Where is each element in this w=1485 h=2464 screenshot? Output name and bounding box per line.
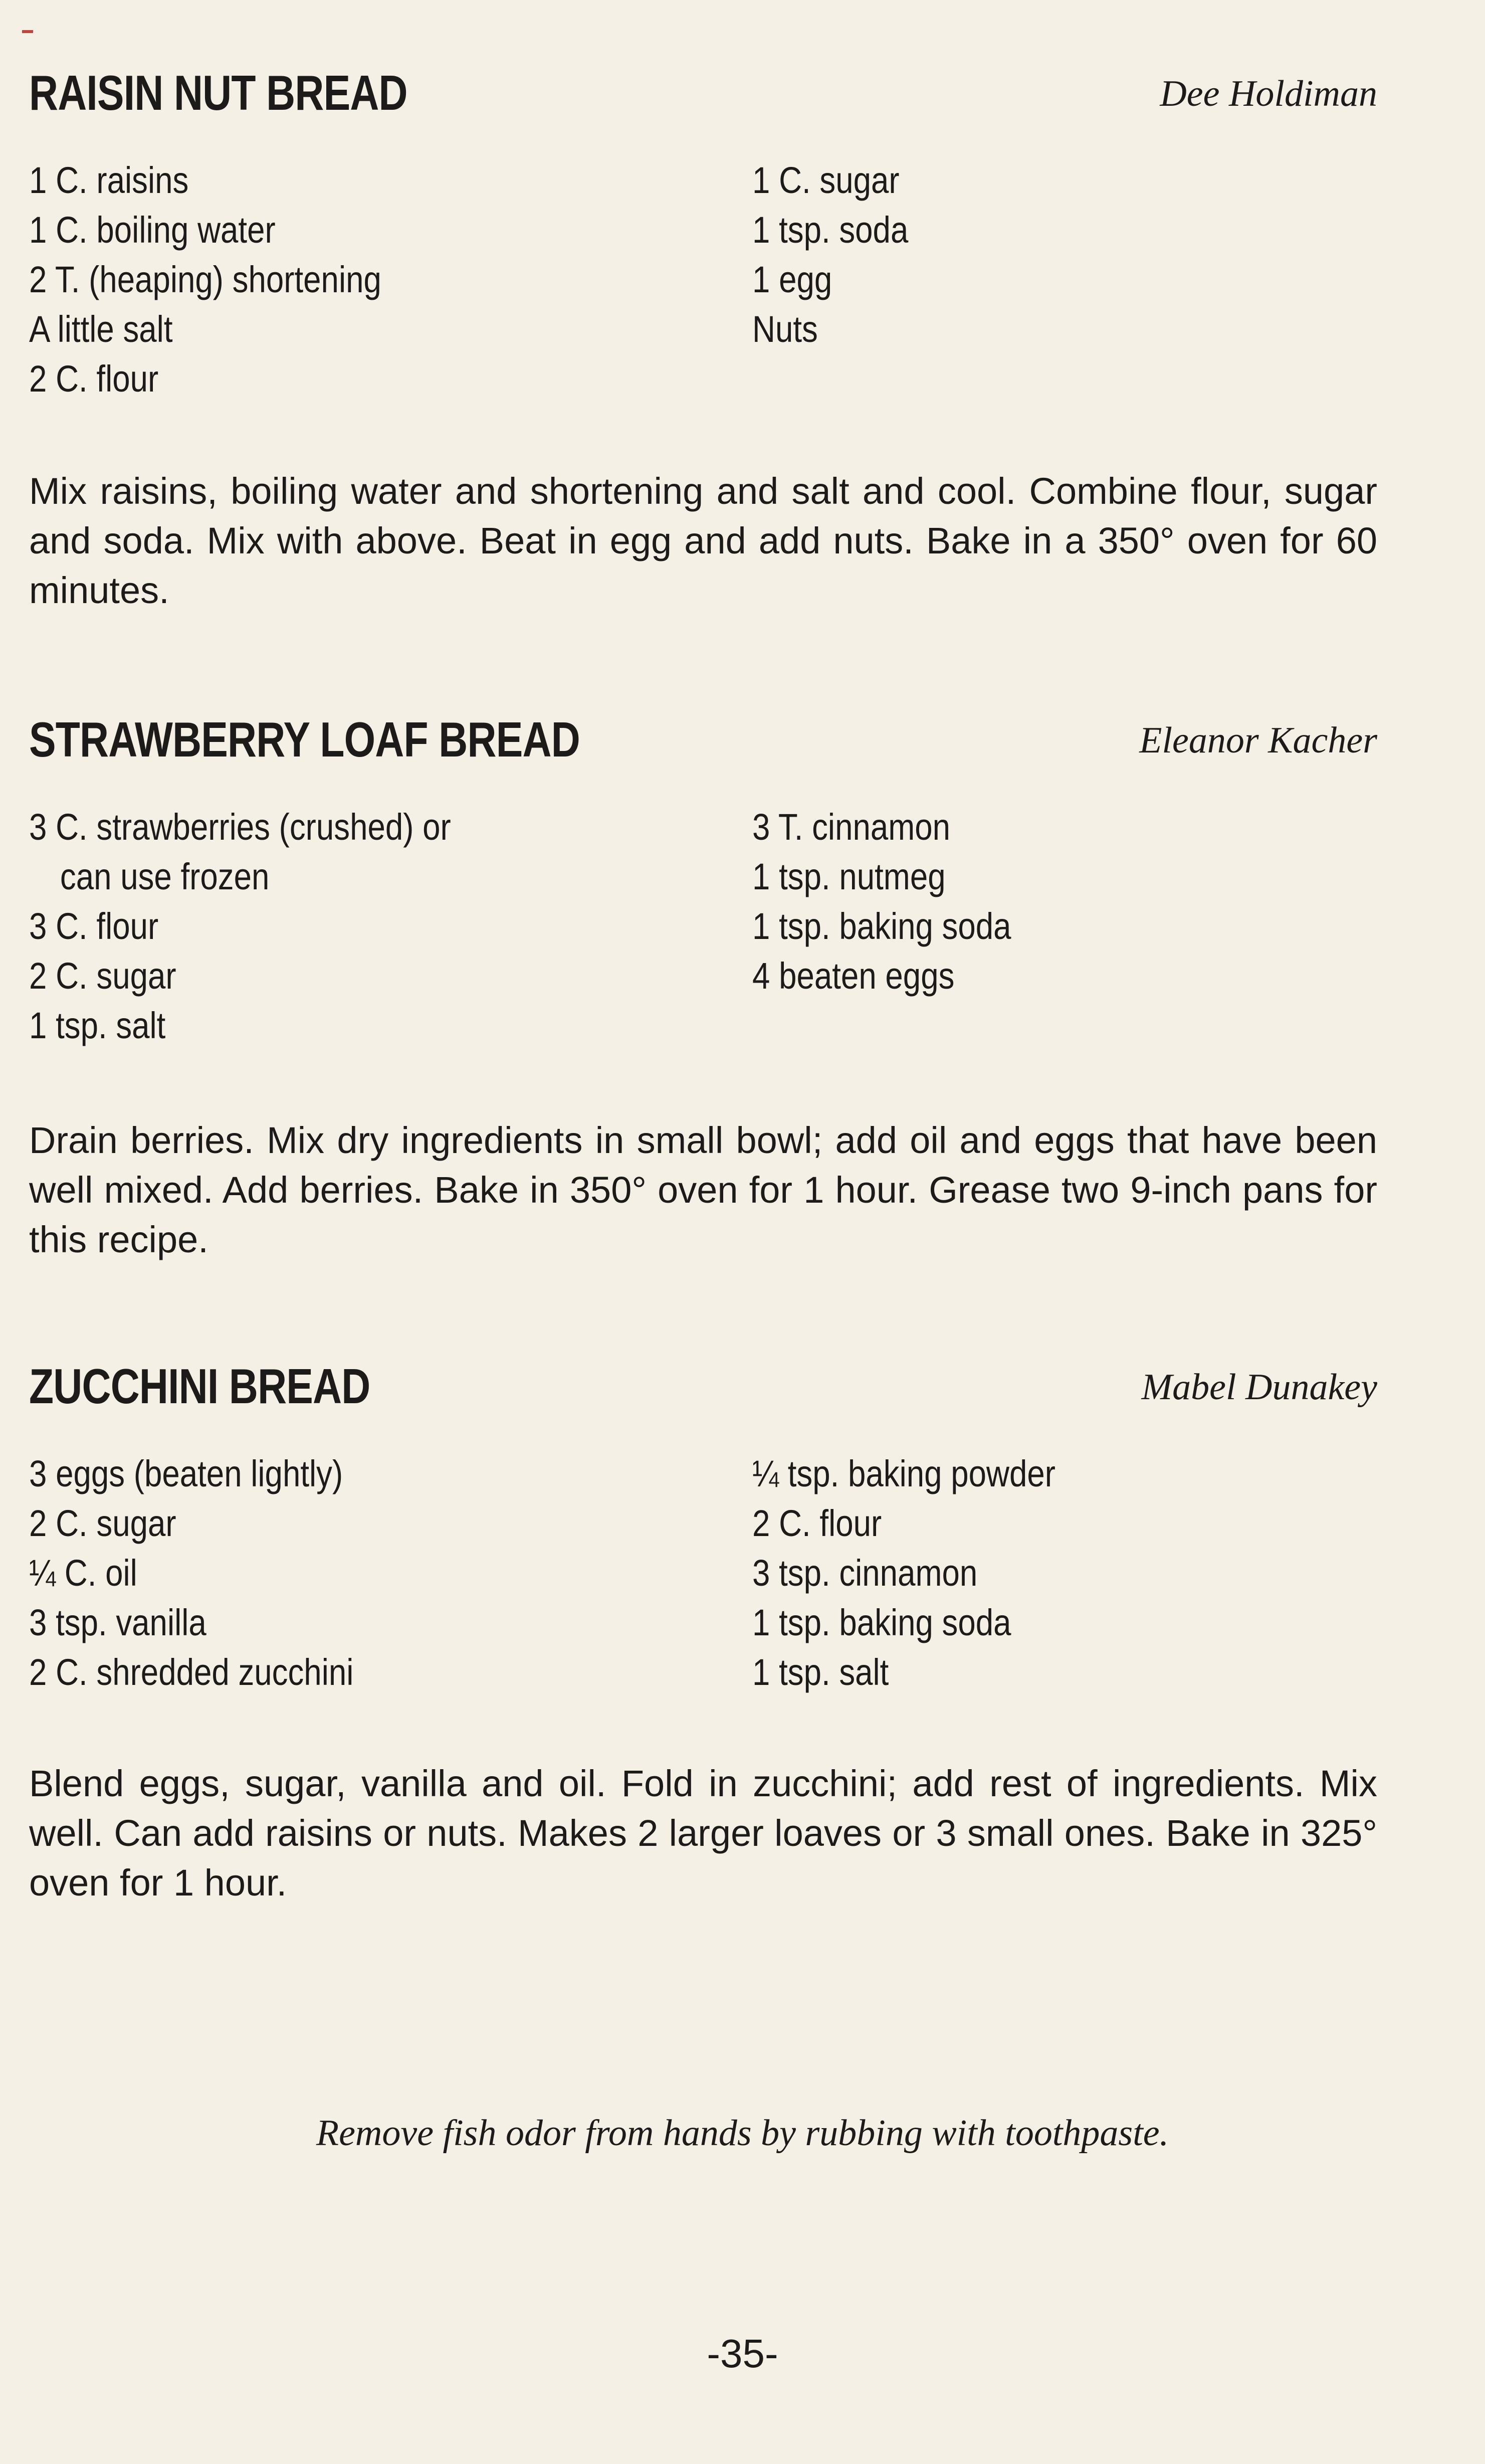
ingredient-item: 3 eggs (beaten lightly) — [29, 1453, 343, 1494]
ingredient-item: 1 tsp. baking soda — [752, 1602, 1011, 1643]
ingredient-column-left — [29, 1449, 406, 1697]
ingredient-list — [29, 1449, 1377, 1710]
ingredient-column-left — [29, 802, 520, 1050]
ingredient-item: 2 C. shredded zucchini — [29, 1651, 354, 1693]
recipe-author: Dee Holdiman — [1160, 73, 1377, 114]
ingredient-item: Nuts — [752, 308, 818, 350]
ingredient-item: 1 C. boiling water — [29, 209, 276, 251]
ingredient-item: 2 C. sugar — [29, 955, 176, 997]
ingredient-item: 1 tsp. nutmeg — [752, 856, 946, 897]
ingredient-item: 3 C. flour — [29, 905, 159, 947]
page-number: -35- — [707, 2331, 778, 2376]
ingredient-item: 2 C. flour — [752, 1502, 882, 1544]
ingredient-column-left — [29, 155, 439, 404]
ingredient-item: 2 T. (heaping) shortening — [29, 259, 381, 300]
ingredient-item: 3 tsp. cinnamon — [752, 1552, 978, 1594]
recipe-title: STRAWBERRY LOAF BREAD — [29, 712, 580, 767]
recipe-title: RAISIN NUT BREAD — [29, 65, 407, 120]
recipe-header — [29, 60, 1377, 135]
recipe-directions: Blend eggs, sugar, vanilla and oil. Fold in zucchini; add rest of ingredients. Mix well. Can add raisins or nuts. Makes 2 larger loaves or 3 small ones. Bake in 325° oven for 1 hour. — [29, 1763, 1377, 1904]
ingredient-item: 1 tsp. baking soda — [752, 905, 1011, 947]
ingredient-item: 1 egg — [752, 259, 832, 300]
recipe-author: Mabel Dunakey — [1141, 1367, 1377, 1408]
ingredient-item: 3 tsp. vanilla — [29, 1602, 206, 1643]
recipe-header — [29, 1354, 1377, 1429]
ingredient-item: 4 beaten eggs — [752, 955, 955, 997]
ingredient-item: 1 C. raisins — [29, 159, 189, 201]
ingredient-item: 1 tsp. soda — [752, 209, 909, 251]
ingredient-item: ¼ tsp. baking powder — [752, 1453, 1055, 1494]
ingredient-list — [29, 802, 1377, 1063]
ingredient-item: 1 tsp. salt — [29, 1005, 166, 1046]
recipe-directions: Drain berries. Mix dry ingredients in small bowl; add oil and eggs that have been well mixed. Add berries. Bake in 350° oven for 1 hour. Grease two 9-inch pans for this recipe. — [29, 1119, 1377, 1260]
ingredient-item: 1 tsp. salt — [752, 1651, 889, 1693]
ingredient-item: 3 T. cinnamon — [752, 806, 951, 848]
ingredient-list — [29, 155, 1377, 416]
recipe-zucchini-bread — [29, 1354, 1377, 1904]
household-tip: Remove fish odor from hands by rubbing with toothpaste. — [316, 2113, 1169, 2154]
recipe-author: Eleanor Kacher — [1139, 720, 1377, 761]
ingredient-item: 2 C. flour — [29, 358, 159, 400]
recipe-raisin-nut-bread — [29, 60, 1377, 611]
recipe-directions: Mix raisins, boiling water and shortening and salt and cool. Combine flour, sugar and soda. Mix with above. Beat in egg and add nuts. Bake in a 350° oven for 60 minutes. — [29, 470, 1377, 611]
recipe-strawberry-loaf-bread — [29, 707, 1377, 1260]
ingredient-item: 2 C. sugar — [29, 1502, 176, 1544]
corner-mark — [22, 30, 33, 33]
ingredient-item: 1 C. sugar — [752, 159, 900, 201]
ingredient-item: can use frozen — [60, 856, 270, 897]
ingredient-item: 3 C. strawberries (crushed) or — [29, 806, 451, 848]
ingredient-column-right — [752, 802, 1053, 1001]
recipe-title: ZUCCHINI BREAD — [29, 1359, 370, 1414]
ingredient-column-right — [752, 155, 934, 354]
recipe-header — [29, 707, 1377, 782]
ingredient-item: ¼ C. oil — [29, 1552, 137, 1594]
ingredient-column-right — [752, 1449, 1105, 1697]
ingredient-item: A little salt — [29, 308, 173, 350]
